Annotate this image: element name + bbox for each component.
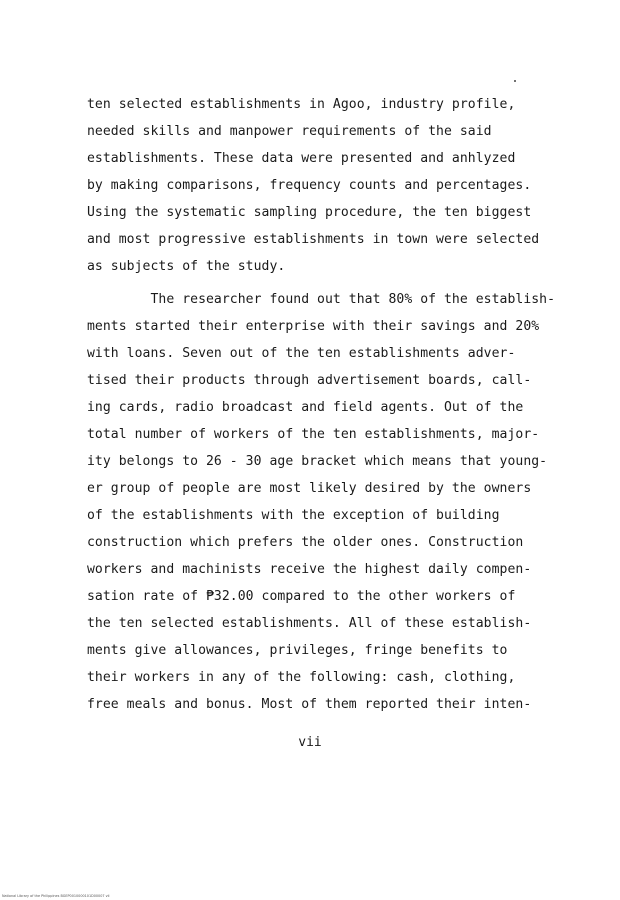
text-line: sation rate of ₱32.00 compared to the other workers of: [87, 589, 516, 604]
text-line: as subjects of the study.: [87, 259, 286, 274]
text-line: with loans. Seven out of the ten establishments adver-: [87, 346, 516, 361]
text-line: total number of workers of the ten establishments, major-: [87, 427, 540, 442]
text-line: ments started their enterprise with their savings and 20%: [87, 319, 540, 334]
text-line: construction which prefers the older ones. Construction: [87, 535, 524, 550]
text-line: Using the systematic sampling procedure, the ten biggest: [87, 205, 532, 220]
text-line: needed skills and manpower requirements of the said: [87, 124, 492, 139]
text-line: by making comparisons, frequency counts and percentages.: [87, 178, 532, 193]
text-line: er group of people are most likely desired by the owners: [87, 481, 532, 496]
text-line: ing cards, radio broadcast and field agents. Out of the: [87, 400, 524, 415]
text-line: ments give allowances, privileges, fringe benefits to: [87, 643, 508, 658]
text-line: tised their products through advertisement boards, call-: [87, 373, 532, 388]
library-footer-note: National Library of the Philippines BGEP0010000101D00007 vii: [2, 894, 110, 898]
text-line: The researcher found out that 80% of the establish-: [87, 292, 556, 307]
text-line: and most progressive establishments in town were selected: [87, 232, 540, 247]
text-line: free meals and bonus. Most of them reported their inten-: [87, 697, 532, 712]
text-line: the ten selected establishments. All of these establish-: [87, 616, 532, 631]
text-line: of the establishments with the exception of building: [87, 508, 500, 523]
page-number: vii: [298, 735, 322, 750]
text-line: establishments. These data were presented and anhlyzed: [87, 151, 516, 166]
text-line: their workers in any of the following: cash, clothing,: [87, 670, 516, 685]
text-line: workers and machinists receive the highest daily compen-: [87, 562, 532, 577]
scan-speck: [514, 80, 516, 82]
text-line: ten selected establishments in Agoo, industry profile,: [87, 97, 516, 112]
text-line: ity belongs to 26 - 30 age bracket which means that young-: [87, 454, 548, 469]
body-text: [87, 91, 557, 718]
